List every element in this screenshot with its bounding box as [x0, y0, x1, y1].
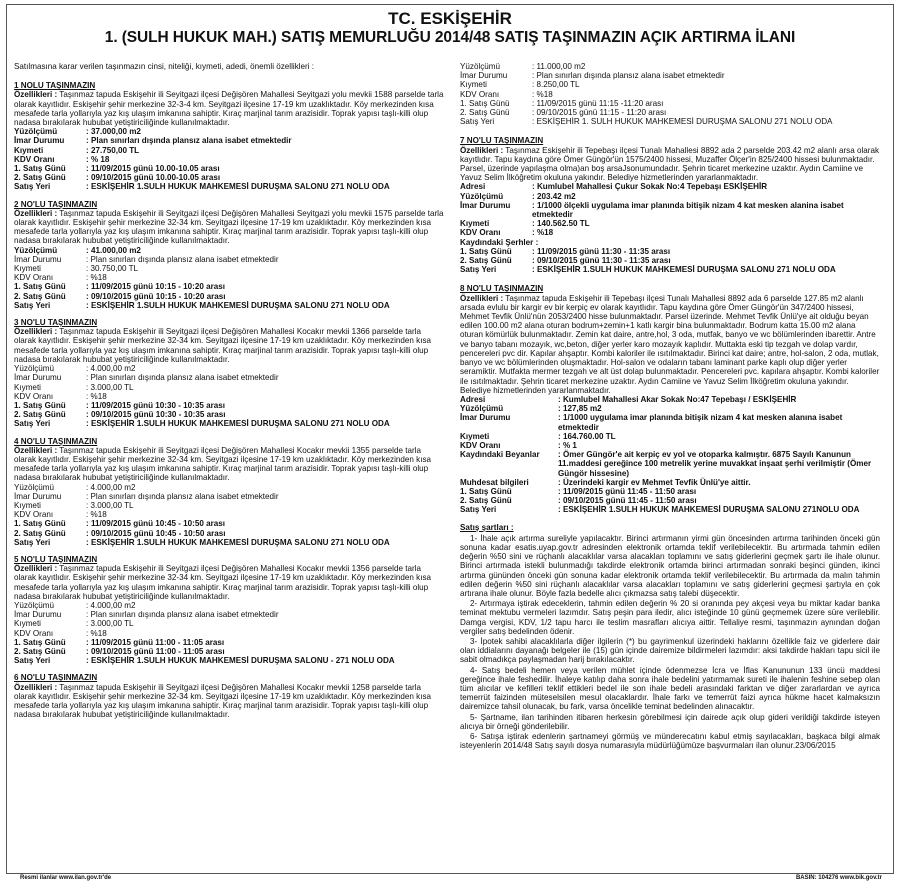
property-section-6	[14, 673, 444, 719]
row-imar: İmar Durumu : Plan sınırları dışında plansız alana isabet etmektedir	[14, 491, 279, 501]
row-sale-place: Satış Yeri : ESKİŞEHİR 1.SULH HUKUK MAHKEMESİ DURUŞMA SALONU - 271 NOLU ODA	[14, 656, 395, 666]
property-section-6-continued	[460, 62, 880, 126]
section-title: 8 NO'LU TAŞINMAZIN	[460, 284, 544, 294]
row-kiymet: Kıymeti : 3.000,00 TL	[14, 619, 134, 629]
condition-item: 5- Şartname, ilan tarihinden itibaren herkesin görebilmesi için dairede açık olup gideri verildiği takdirde isteyen alıcıya bir örneği gönderilebilir.	[460, 712, 880, 731]
row-kiymet: Kıymeti : 140.562.50 TL	[460, 219, 590, 229]
row-kiymet: Kıymeti : 3.000,00 TL	[14, 500, 134, 510]
condition-item: 3- İpotek sahibi alacaklılarla diğer ilgilerin (*) bu gayrimenkul üzerindeki haklarını özellikle faiz ve giderlere dair olan iddialarını dayanağı belgeler ile (15) gün içinde dairemize bildirmeleri lazımdır: aksi takdirde hakları tapu sicil ile sabit olmadıkça paylaşmadan harij bırakılacaktır.	[460, 636, 880, 665]
property-section-4	[14, 437, 444, 547]
row-kiymet: Kıymeti : 3.000,00 TL	[14, 382, 134, 392]
section-title: 2 NO'LU TAŞINMAZIN	[14, 199, 98, 209]
section-title: 1 NOLU TAŞINMAZIN	[14, 81, 96, 91]
page-subtitle: 1. (SULH HUKUK MAH.) SATIŞ MEMURLUĞU 2014/48 SATIŞ TAŞINMAZIN AÇIK ARTIRMA İLANI	[104, 29, 796, 46]
row-sale1: 1. Satış Günü : 11/09/2015 günü 10:30 - 10:35 arası	[14, 400, 226, 410]
row-yuzolcum: Yüzölçümü : 4.000,00 m2	[14, 600, 136, 610]
row-yuzolcum: Yüzölçümü : 41.000,00 m2	[14, 245, 141, 255]
row-kdv: KDV Oranı : %18	[14, 391, 107, 401]
row-kiymet: Kıymeti : 8.250,00 TL	[460, 80, 580, 90]
condition-item: 1- İhale açık artırma sureliyle yapılacaktır. Birinci artırmanın yirmi gün öncesinden artırma tarihinden önceki gün sonuna kadar esatis.uyap.gov.tr adresinden elektronik ortamda teklif verilebilecektir. Bu artırmada tahmin edilen değerin %50 sini ve rüçhanlı alacaklılar varsa alacakları toplamını ve satış giderlerini geçmek şartı ile ihale olunur. Birinci artırmada istekli bulunmadığı takdirde elektronik ortamda birinci artırmadan sonraki beşinci günden, ikinci artırma gününden önceki gün sonuna kadar elektronik ortamda teklif verilebilecektir. Bu artırmada da malın tahmin edilen değerin %50 sini rüçhanlı alacaklılar varsa alacakları toplamını ve satış giderlerini geçmesi şartıyla en çok artırana ihale olunur. Böyle fazla bedelle alıcı çıkmazsa satış talebi düşecektir.	[460, 533, 880, 598]
row-imar: İmar Durumu : 1/1000 ölçekli uygulama imar planında bitişik nizam 4 kat mesken alanina isabet etmektedir	[460, 200, 844, 220]
row-sale-place: Satış Yeri : ESKİŞEHİR 1.SULH HUKUK MAHKEMESİ DURUŞMA SALONU 271 NOLU ODA	[14, 537, 390, 547]
row-adres: Adresi : Kumlubel Mahallesi Çukur Sokak No:4 Tepebaşı ESKİŞEHİR	[460, 182, 768, 192]
section-description: Özellikleri : Taşınmaz tapuda Eskişehir ili Seyitgazi ilçesi Değişören Mahallesi Seyitgazi yolu mevkii 1575 parselde tarla olarak kayıtlıdır. Eskişehir şehir merkezine 32-34 km. Seyitgazi ilçesine 17-19 km uzaklıktadır. Köy merkezinden kısa mesafede tarla yollarıyla yaz kış ulaşım imkanına sahiptir. Kıraç marjinal tarım arazisidir. Toprak yapısı taşlı-killi olup nadasa bırakılarak hububat yetiştiriciliğinde kullanılmaktadır.	[14, 208, 444, 246]
row-imar: İmar Durumu : Plan sınırları dışında plansız alana isabet etmektedir	[460, 71, 725, 81]
row-sale1: 1. Satış Günü : 11/09/2015 günü 10:15 - 10:20 arası	[14, 282, 226, 292]
row-beyanlar: Kaydındaki Beyanlar : Ömer Güngör'e ait kerpiç ev yol ve otoparka kalmıştır. 6875 Sayılı Kanunun 11.maddesi gereğince 100 metrelik yerine muvakkat inşaat şerhi verilmiştir (Ömer Güngör hissesine)	[460, 450, 872, 478]
row-kiymet: Kıymeti : 27.750,00 TL	[14, 145, 140, 155]
property-section-3	[14, 318, 444, 428]
row-sale2: 2. Satış Günü : 09/10/2015 günü 10:15 - 10:20 arası	[14, 291, 226, 301]
row-yuzolcum: Yüzölçümü : 37.000,00 m2	[14, 127, 141, 137]
row-serhler: Kaydındaki Şerhler :	[460, 237, 539, 247]
row-imar: İmar Durumu : 1/1000 uygulama imar planında bitişik nizam 4 kat mesken alanına isabet etmektedir	[460, 413, 843, 432]
footer-right: BASIN: 104276 www.bik.gov.tr	[795, 875, 882, 881]
row-kiymet: Kıymeti : 164.760.00 TL	[460, 431, 616, 441]
condition-item: 6- Satışa iştirak edenlerin şartnameyi görmüş ve münderecatını kabul etmiş sayılacakları, başkaca bilgi almak isteyenlerin 2014/48 Satış sayılı dosya numarasıyla müdürlüğümüze başvurmaları ilan olunur.23/06/2015	[460, 732, 880, 751]
footer-left: Resmi ilanlar www.ilan.gov.tr'de	[20, 875, 112, 881]
row-sale-place: Satış Yeri : ESKİŞEHİR 1.SULH HUKUK MAHKEMESİ DURUŞMA SALONU 271 NOLU ODA	[460, 265, 836, 275]
row-sale2: 2. Satış Günü : 09/10/2015 günü 11:30 - 11:35 arası	[460, 256, 671, 266]
section-description: Özellikleri : Taşınmaz Eskişehir ili Tepebaşı ilçesi Tunalı Mahallesi 8892 ada 2 parselde 203.42 m2 alanlı arsa olarak kayıtlıdır. Tapu kaydına göre Ömer Güngör'ün 1575/2400 hissesi, Muzaffer Ölçer'in 825/2400 hissesi bulunmaktadır. Parsel, üzerinde yapılaşma olma)an boş arsaJsonumundadır. Şehrin ticaret merkezine uzaktır. Aydın Camiine ve Yavuz Selim İlköğretim okuluna yakındır. Belediye hizmetlerinden yararlanmaktadır.	[460, 145, 880, 183]
row-sale1: 1. Satış Günü : 11/09/2015 günü 10:45 - 10:50 arası	[14, 519, 226, 529]
row-imar: İmar Durumu : Plan sınırları dışında plansız alana isabet etmektedir	[14, 610, 279, 620]
row-imar: İmar Durumu : Plan sınırları dışında plansız alana isabet etmektedir	[14, 254, 279, 264]
section-description: Özellikleri : Taşınmaz tapuda Eskişehir ili Seyitgazi ilçesi Değişören Mahallesi Kocakır mevkii 1355 parselde tarla olarak kayıtlıdır. Eskişehir şehir merkezine 32-34 km. Seyitgazi ilçesine 17-19 km uzaklıktadır. Köy merkezinden kısa mesafede tarla yollarıyla yaz kış ulaşım imkanına sahiptir. Kıraç marjinal tarım arazisidir. Toprak yapısı taşlı-killi olup nadasa bırakılarak hububat yetiştiriciliğinde kullanılmaktadır.	[14, 445, 432, 483]
property-section-8	[460, 284, 880, 514]
right-column	[460, 62, 880, 751]
row-yuzolcum: Yüzölçümü : 4.000,00 m2	[14, 482, 136, 492]
section-description: Özellikleri : Taşınmaz tapuda Eskişehir ili Seyitgazi ilçesi Değişören Mahallesi Kocakır mevkii 1356 parselde tarla olarak kayıtlıdır. Eskişehir şehir merkezine 32-34 km. Seyitgazi ilçesine 17-19 km uzaklıktadır. Köy merkezinden kısa mesafede tarla yollarıyla yaz kış ulaşım imkanına sahiptir. Kıraç marjinal tarım arazisidir. Toprak yapısı taşlı-killi olup nadasa bırakılarak hububat yetiştiriciliğinde kullanılmaktadır.	[14, 564, 432, 601]
row-imar: İmar Durumu : Plan sınırları dışında plansız alana isabet etmektedir	[14, 136, 292, 146]
section-title: 6 NO'LU TAŞINMAZIN	[14, 673, 98, 683]
page-title: TC. ESKİŞEHİR	[388, 9, 512, 28]
row-kiymet: Kıymeti : 30.750,00 TL	[14, 264, 139, 274]
row-kdv: KDV Oranı : %18	[14, 628, 107, 638]
intro-text: Satılmasına karar verilen taşınmazın cinsi, niteliği, kıymeti, adedi, önemli özellikleri :	[14, 62, 315, 71]
row-sale-place: Satış Yeri : ESKİŞEHİR 1.SULH HUKUK MAHKEMESİ DURUŞMA SALONU 271 NOLU ODA	[14, 419, 390, 429]
section-title: 7 NO'LU TAŞINMAZIN	[460, 136, 544, 146]
row-sale-place: Satış Yeri : ESKİŞEHİR 1.SULH HUKUK MAHKEMESİ DURUŞMA SALONU 271 NOLU ODA	[14, 300, 390, 310]
row-kdv: KDV Oranı : %18	[460, 89, 553, 99]
row-adres: Adresi : Kumlubel Mahallesi Akar Sokak No:47 Tepebaşı / ESKİŞEHİR	[460, 394, 797, 404]
row-sale2: 2. Satış Günü : 09/10/2015 günü 10:30 - 10:35 arası	[14, 410, 226, 420]
left-column	[14, 62, 444, 727]
row-kdv: KDV Oranı : % 18	[14, 154, 110, 164]
condition-item: 4- Satış bedeli hemen veya verilen mühlet içinde ödenmezse İcra ve İflas Kanununun 133 üncü maddesi gereğince ihale feshedilir. İhaleye katılıp daha sonra ihale bedelini yatırmamak sureti ile ihalenin feshine sebep olan tüm alıcılar ve kefilleri teklif ettikleri bedel ile son ihale bedeli arasındaki farktan ve diğer zararlardan ve ayrıca temerrüt faizinden müteselsilen mesul olacaklardır. İhale farkı ve temerrüt faizi ayrıca hükme hacet kalmaksızın dairemizce tahsil olunacak, bu fark, varsa öncelikle teminat bedelinden alınacaktır.	[460, 665, 880, 712]
property-section-5	[14, 555, 444, 665]
section-title: 3 NO'LU TAŞINMAZIN	[14, 318, 98, 328]
row-sale2: 2. Satış Günü : 09/10/2015 günü 11:45 - 11:50 arası	[460, 496, 697, 506]
row-sale1: 1. Satış Günü : 11/09/2015 günü 11:00 - 11:05 arası	[14, 637, 225, 647]
row-sale2: 2. Satış Günü : 09/10/2015 günü 11:00 - 11:05 arası	[14, 646, 225, 656]
section-description: Özellikleri : Taşınmaz tapuda Eskişehir ili Tepebaşı ilçesi Tunalı Mahallesi 8892 ada 6 parselde 127.85 m2 alanlı arsada evlulu bir kargir ev bir kerpiç ev olarak kayıtlıdır. Tapu kaydına göre Ömer Güngör'ün 347/2400 hissesi, Mehmet Tevfik Ünlü'nün 2053/2400 hisse bulunmaktadır. Parsel üzerinde. Mehmet Tevfik Ünlü'ye ait olduğu beyan edilen 100.00 m2 alana oturan bodrum+zemin+1 katlı kargir bina bulunmaktadır. Bodrum katta 15.00 m2 alana oturan kömürlük bulunmaktadır. Zemin kat daire, antre,hol, 3 oda, mutfak, banyo ve wc bölümlerinden ibarettir. Antre ve banyo tabanı mozayık, wc,beton, diğer yerler karo mozayık kaplıdır. Muttakta eski tip tezgah ve dolap vardır, pencereleri pvc dir. Kapılar ahşaptır. Kombi kaloriler ile ısıtılmaktadır. Birinci kat daire; antre, hol-salon, 2 oda, mutlak, banyo ve wc bölümlerinden oluşmaktadır. Hol-salon ve odaların tabanı laminant parke kaplı olup diğer yerler seramiktir. Mutfakta mermer tezgah ve alt üst dolap bulunmaktadır. Pencereleri pvc. kapılara ahşaptır. Kombi kaloriler ile ısıtılmaktadır. Şehrin ticaret merkezine uzaktır. Aydın Camiine ve Yavuz Selim İlköğretim okuluna yakındır. Belediye hizmetlerinden yararlanmaktadır.	[460, 293, 880, 395]
row-sale-place: Satış Yeri : ESKİŞEHİR 1. SULH HUKUK MAHKEMESİ DURUŞMA SALONU 271 NOLU ODA	[460, 117, 833, 127]
section-title: 4 NO'LU TAŞINMAZIN	[14, 436, 98, 446]
row-sale1: 1. Satış Günü : 11/09/2015 günü 11:30 - 11:35 arası	[460, 246, 671, 256]
row-yuzolcum: Yüzölçümü : 203.42 m2	[460, 191, 576, 201]
sale-conditions	[460, 523, 880, 751]
row-kdv: KDV Oranı : % 1	[460, 440, 577, 450]
section-description: Özellikleri : Taşınmaz tapuda Eskişehir ili Seyitgazi ilçesi Değişören Mahallesi Kocakır mevkii 1366 parselde tarla olarak kayıtlıdır. Eskişehir şehir merkezine 32-34 km. Seyitgazi ilçesine 17-19 km uzaklıktadır. Köy merkezinden kısa mesafede tarla yollarıyla yaz kış ulaşım imkanına sahiptir. Kıraç marjinal tarım arazisidir. Toprak yapısı taşlı-killi olup nadasa bırakılarak hububat yetiştiriciliğinde kullanılmaktadır.	[14, 327, 432, 364]
row-sale1: 1. Satış Günü : 11/09/2015 günü 10.00-10.05 arası	[14, 164, 220, 174]
row-sale1: 1. Satış Günü : 11/09/2015 günü 11:15 -11:20 arası	[460, 98, 664, 108]
row-yuzolcum: Yüzölçümü : 127,85 m2	[460, 404, 602, 414]
row-imar: İmar Durumu : Plan sınırları dışında plansız alana isabet etmektedir	[14, 373, 279, 383]
property-section-7	[460, 136, 880, 274]
row-kdv: KDV Oranı : %18	[14, 510, 107, 520]
row-sale-place: Satış Yeri : ESKİŞEHİR 1.SULH HUKUK MAHKEMESİ DURUŞMA SALONU 271NOLU ODA	[460, 505, 860, 515]
row-kdv: KDV Oranı : %18	[14, 273, 107, 283]
section-title: 5 NO'LU TAŞINMAZIN	[14, 554, 98, 564]
row-kdv: KDV Oranı : %18	[460, 228, 554, 238]
condition-item: 2- Artırmaya iştirak edeceklerin, tahmin edilen değerin % 20 si oranında pey akçesi veya bu miktar kadar banka teminat mektubu vermeleri lazımdır. Satış peşin para iledir, alıcı isteğinde 10 günü geçmemek üzere süre verilebilir. Damga vergisi, KDV, 1/2 tapu harcı ile teslim masrafları alıcıya aittir. Tellaliye resmi, taşınmazın aynından doğan vergiler satış bedelinden ödenir.	[460, 599, 880, 636]
row-muhdesat: Muhdesat bilgileri : Üzerindeki kargir ev Mehmet Tevfik Ünlü'ye aittir.	[460, 477, 751, 487]
row-sale-place: Satış Yeri : ESKİŞEHİR 1.SULH HUKUK MAHKEMESİ DURUŞMA SALONU 271 NOLU ODA	[14, 182, 390, 192]
row-sale2: 2. Satış Günü : 09/10/2015 günü 11:15 - 11:20 arası	[460, 108, 667, 118]
row-yuzolcum: Yüzölçümü : 11.000,00 m2	[460, 62, 586, 71]
row-yuzolcum: Yüzölçümü : 4.000,00 m2	[14, 364, 136, 374]
row-sale2: 2. Satış Günü : 09/10/2015 günü 10:45 - 10:50 arası	[14, 528, 226, 538]
row-sale1: 1. Satış Günü : 11/09/2015 günü 11:45 - 11:50 arası	[460, 486, 697, 496]
row-sale2: 2. Satış Günü : 09/10/2015 günü 10.00-10.05 arası	[14, 173, 221, 183]
conditions-title: Satış şartları :	[460, 522, 514, 532]
section-description: Özellikleri : Taşınmaz tapuda Eskişehir ili Seyitgazi ilçesi Değişören Mahallesi Kocakır mevkii 1258 parselde tarla olarak kayıtlıdır. Eskişehir şehir merkezine 32-34 km. Seyitgazi ilçesine 17-19 km uzaklıktadır. Köy merkezinden kısa mesafede tarla yollarıyla yaz kış ulaşım imkanına sahiptir. Kıraç marjinal tarım arazisidir. Toprak yapısı taşlı-killi olup nadasa bırakılarak hububat yetiştiriciliğinde kullanılmaktadır.	[14, 682, 432, 720]
section-description: Özellikleri : Taşınmaz tapuda Eskişehir ili Seyitgazi ilçesi Değişören Mahallesi Seyitgazi yolu mevkii 1588 parselde tarla olarak kayıtlıdır. Eskişehir şehir merkezine 32-3-4 km. Seyitgazi ilçesine 17-19 km uzaklıktadır. Köy merkezinden kısa mesafede tarla yollarıyla yaz kış ulaşım imkanına sahiptir. Kıraç marjinal tarım arazisidir. Toprak yapısı taşlı-killi olup nadasa bırakılarak hububat yetiştiriciliğinde kullanılmaktadır.	[14, 90, 444, 128]
property-section-2	[14, 200, 444, 310]
property-section-1	[14, 81, 444, 191]
